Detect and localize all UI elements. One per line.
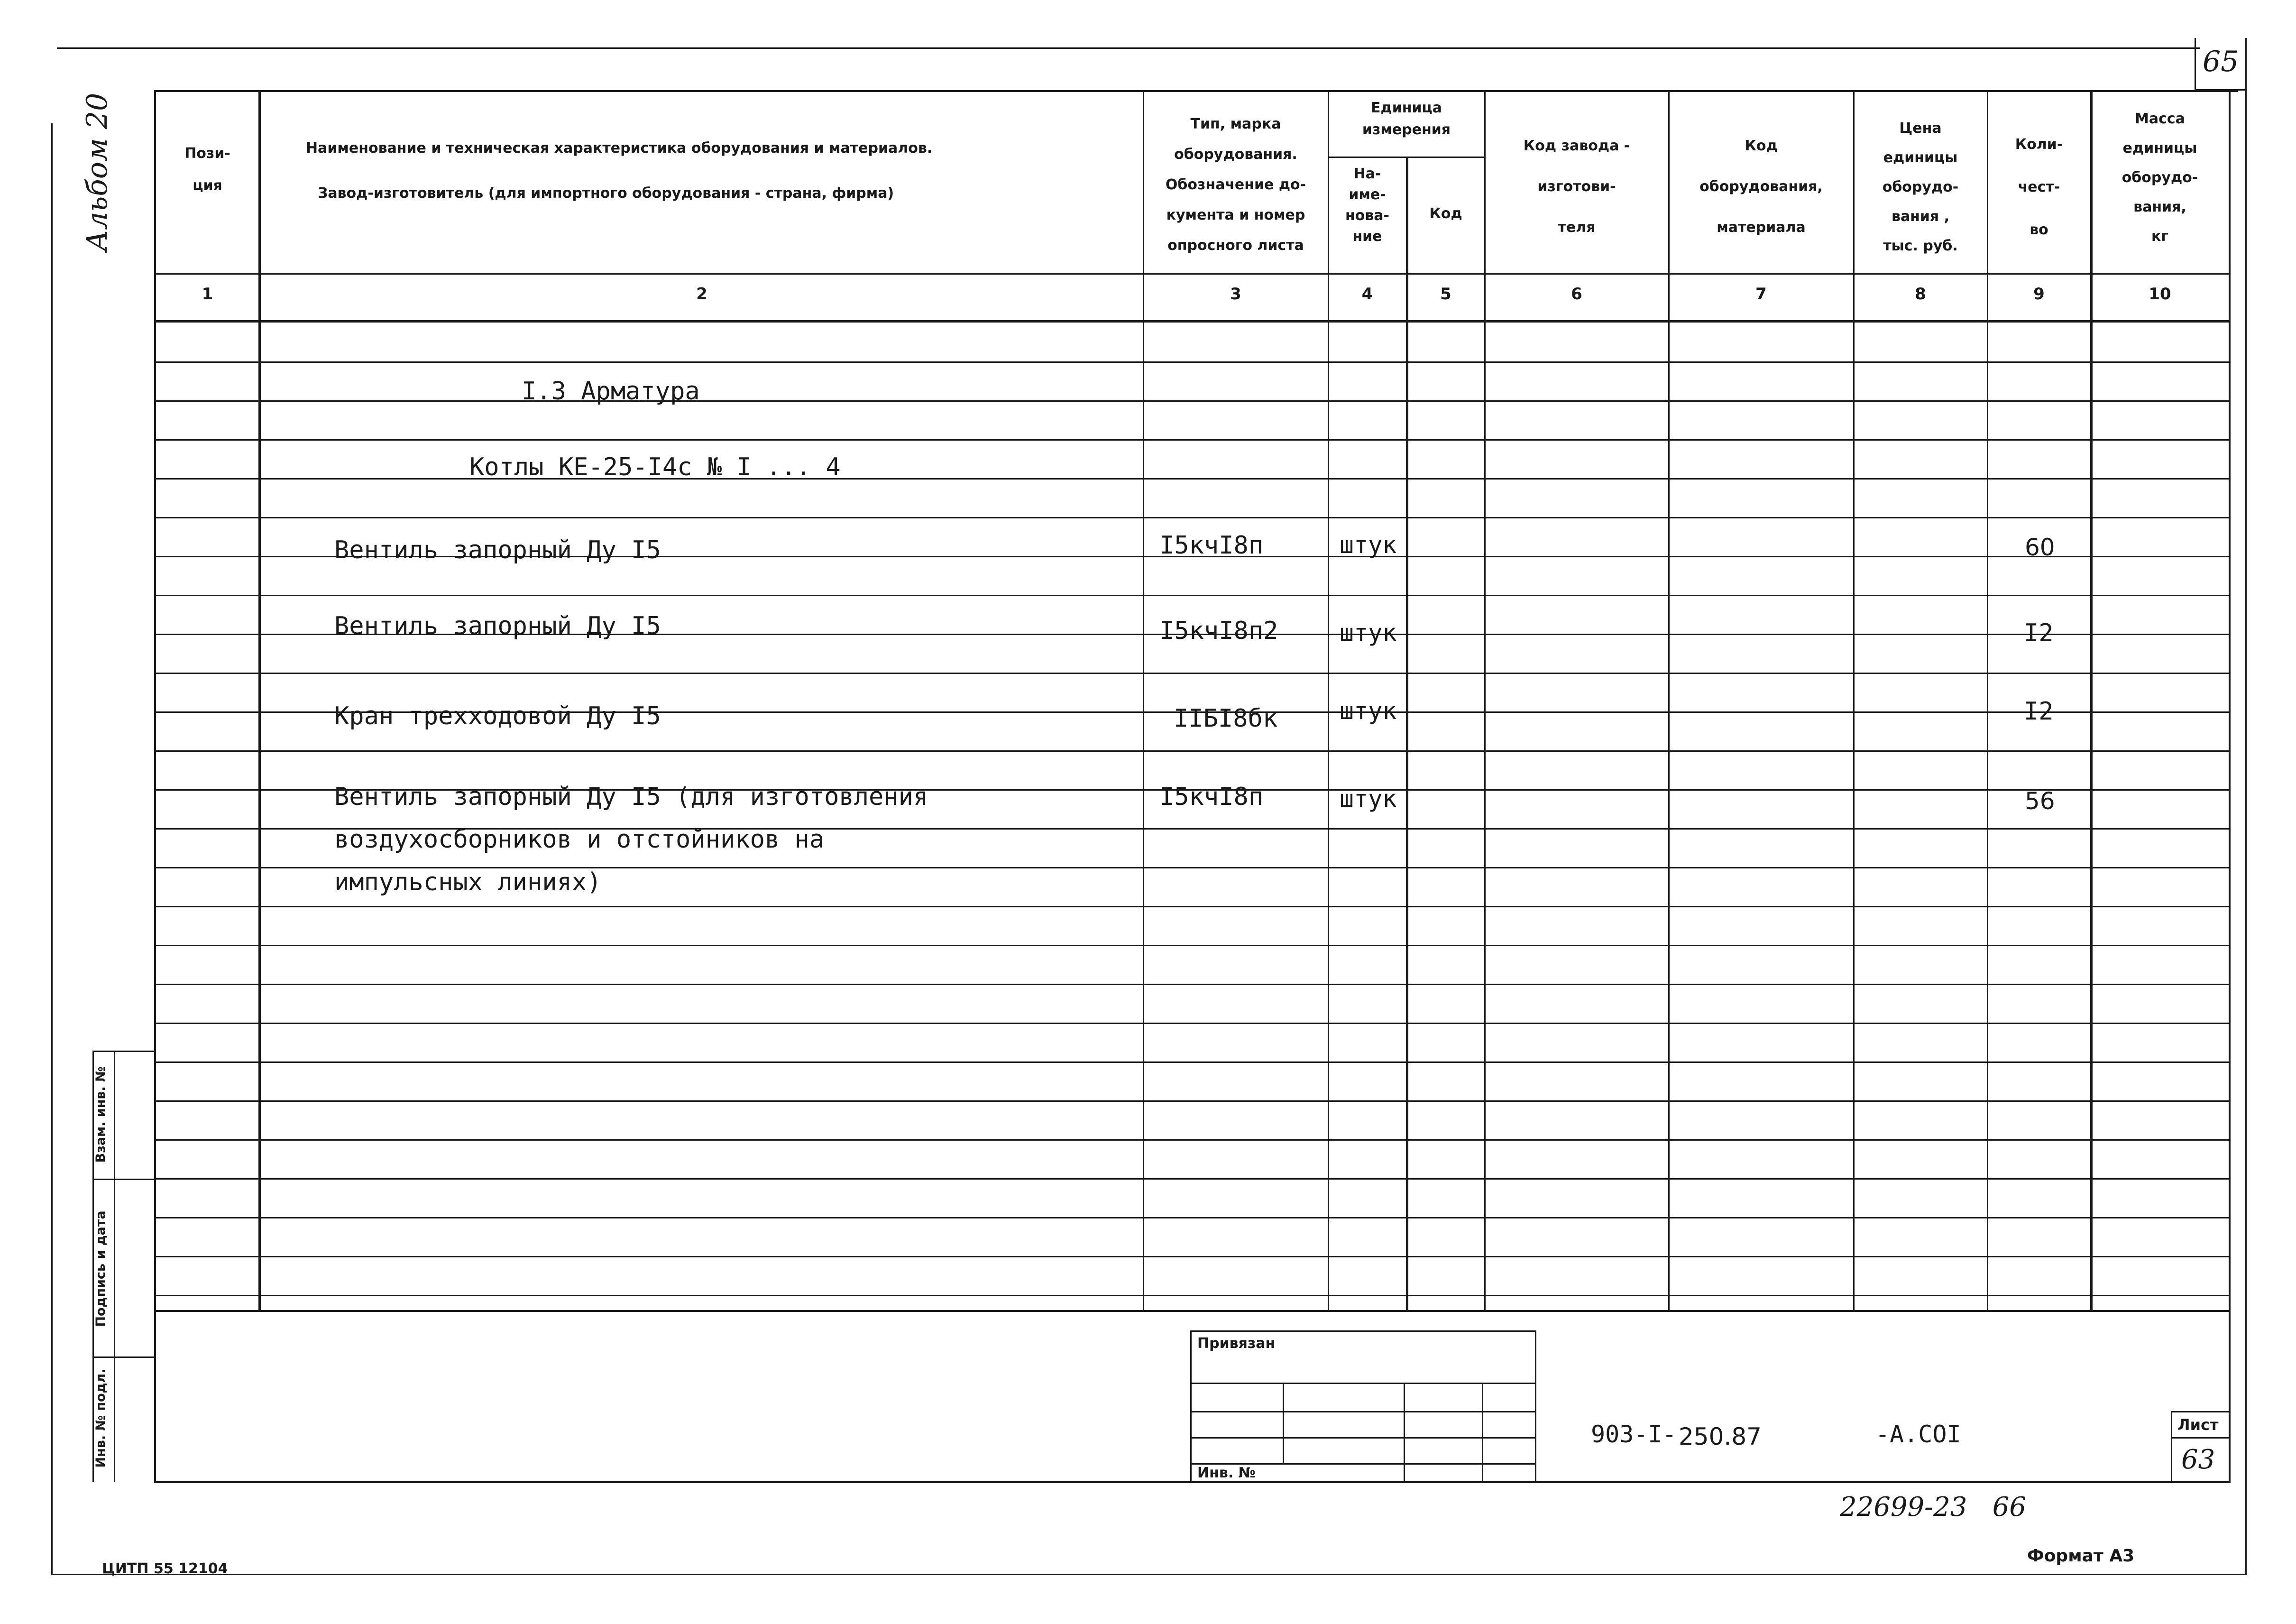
- inv-no-label: Инв. №: [1197, 1465, 1256, 1481]
- frame-bottom-outer: [52, 1574, 2247, 1575]
- priv-row1: [1190, 1383, 1536, 1384]
- colnum-6: 6: [1571, 285, 1582, 304]
- table-row-line: [154, 673, 2231, 674]
- designation-mid: 250.87: [1679, 1423, 1762, 1450]
- designation-right: -А.COI: [1875, 1421, 1961, 1448]
- item-4-cont-2: импульсных линиях): [334, 868, 602, 896]
- header-bottom: [154, 273, 2231, 275]
- priv-col2: [1404, 1383, 1405, 1482]
- hdr-position: Пози- ция: [184, 145, 230, 194]
- colnum-10: 10: [2149, 285, 2171, 304]
- col-div-4: [1406, 157, 1408, 1311]
- sheet-box-mid: [2171, 1437, 2231, 1439]
- colnum-1: 1: [202, 285, 213, 304]
- item-3-type: IIБI8бк: [1174, 704, 1278, 733]
- table-bottom: [154, 1481, 2231, 1483]
- priv-top: [1190, 1330, 1536, 1332]
- item-1-unit: штук: [1340, 531, 1397, 559]
- side-stamp-inner: [114, 1051, 115, 1482]
- table-row-line: [154, 478, 2231, 480]
- hdr-mass: Масса единицы оборудо- вания, кг: [2122, 111, 2198, 245]
- colnum-2: 2: [696, 285, 707, 304]
- item-4-cont-1: воздухосборников и отстойников на: [334, 825, 825, 854]
- item-2-type: I5кчI8п2: [1159, 617, 1278, 645]
- table-right: [2229, 90, 2231, 1482]
- table-row-line: [154, 906, 2231, 907]
- priv-left: [1190, 1330, 1192, 1482]
- item-4-qty: 56: [2025, 787, 2055, 815]
- item-2-qty: I2: [2024, 619, 2054, 647]
- colnum-row-bottom: [154, 320, 2231, 323]
- table-row-line: [154, 945, 2231, 946]
- table-row-line: [154, 517, 2231, 518]
- rows-bottom: [154, 1310, 2231, 1312]
- table-row-line: [154, 439, 2231, 441]
- sheet-box-top: [2171, 1411, 2231, 1412]
- designation-left: 903-I-: [1591, 1421, 1677, 1448]
- hdr-name-line1: Наименование и техническая характеристика оборудования и материалов.: [306, 140, 933, 157]
- item-3-name: Кран трехходовой Ду I5: [334, 702, 661, 730]
- table-top: [154, 90, 2238, 92]
- item-2-unit: штук: [1340, 619, 1397, 646]
- hdr-unit-group: Единица измерения: [1362, 100, 1451, 138]
- top-rule: [57, 47, 2200, 49]
- side-inv-podl: Инв. № подл.: [93, 1368, 108, 1468]
- bottom-handwritten-code: 22699-23 66: [1840, 1492, 2026, 1522]
- item-1-qty: 60: [2025, 534, 2055, 561]
- table-row-line: [154, 1217, 2231, 1218]
- hdr-type: Тип, марка оборудования. Обозначение до- кумента и номер опросного листа: [1165, 116, 1306, 254]
- sheet-top-number: 65: [2203, 45, 2239, 78]
- colnum-4: 4: [1361, 285, 1373, 304]
- colnum-3: 3: [1230, 285, 1241, 304]
- side-inv-vzam: Взам. инв. №: [93, 1066, 108, 1163]
- priv-col1: [1283, 1383, 1284, 1463]
- table-row-line: [154, 1256, 2231, 1257]
- side-stamp-div1: [92, 1179, 156, 1180]
- item-3-unit: штук: [1340, 697, 1397, 725]
- table-row-line: [154, 984, 2231, 985]
- item-3-qty: I2: [2024, 697, 2054, 726]
- colnum-8: 8: [1915, 285, 1926, 304]
- item-4-type: I5кчI8п: [1159, 783, 1264, 811]
- item-4-unit: штук: [1340, 785, 1397, 812]
- format-label: Формат А3: [2027, 1546, 2135, 1566]
- item-1-type: I5кчI8п: [1159, 531, 1264, 560]
- table-row-line: [154, 361, 2231, 363]
- table-left: [154, 90, 156, 1482]
- table-row-line: [154, 400, 2231, 402]
- tsitp-label: ЦИТП 55 12104: [102, 1560, 228, 1577]
- frame-left-outer: [51, 123, 53, 1575]
- subsection-title: Котлы КЕ-25-I4с № I ... 4: [469, 453, 841, 481]
- album-label-text: Альбом 20: [81, 92, 114, 251]
- colnum-9: 9: [2033, 285, 2045, 304]
- hdr-unit-code: Код: [1429, 205, 1462, 222]
- table-row-line: [154, 1023, 2231, 1024]
- table-row-line: [154, 1061, 2231, 1063]
- table-row-line: [154, 1100, 2231, 1102]
- frame-right-outer: [2245, 38, 2247, 1575]
- sheet-label: Лист: [2177, 1416, 2219, 1434]
- table-row-line: [154, 1178, 2231, 1180]
- item-2-name: Вентиль запорный Ду I5: [334, 612, 661, 640]
- table-row-line: [154, 595, 2231, 596]
- priv-right: [1535, 1330, 1536, 1482]
- hdr-unit-name: На- име- нова- ние: [1345, 166, 1390, 245]
- hdr-price: Цена единицы оборудо- вания , тыс. руб.: [1882, 120, 1959, 254]
- album-label: [81, 81, 119, 251]
- unit-group-divider: [1328, 157, 1484, 158]
- hdr-name-line2: Завод-изготовитель (для импортного оборудования - страна, фирма): [318, 185, 894, 202]
- sheet-num-box-left: [2195, 38, 2196, 90]
- priv-row3: [1190, 1437, 1536, 1439]
- priv-row2: [1190, 1411, 1536, 1412]
- hdr-factory-code: Код завода - изготови- теля: [1523, 138, 1630, 236]
- item-1-name: Вентиль запорный Ду I5: [334, 536, 661, 564]
- item-4-name: Вентиль запорный Ду I5 (для изготовления: [334, 783, 928, 811]
- table-row-line: [154, 1139, 2231, 1141]
- hdr-equipment-code: Код оборудования, материала: [1699, 138, 1823, 236]
- colnum-5: 5: [1440, 285, 1451, 304]
- table-row-line: [154, 1295, 2231, 1296]
- hdr-quantity: Коли- чест- во: [2015, 136, 2063, 238]
- sheet-box-left: [2171, 1411, 2172, 1482]
- colnum-7: 7: [1755, 285, 1767, 304]
- sheet-number: 63: [2181, 1444, 2215, 1475]
- section-title: I.3 Арматура: [522, 377, 700, 406]
- side-sign-date: Подпись и дата: [93, 1210, 108, 1327]
- table-row-line: [154, 750, 2231, 752]
- privyazan-label: Привязан: [1197, 1335, 1276, 1352]
- priv-col3: [1482, 1383, 1483, 1482]
